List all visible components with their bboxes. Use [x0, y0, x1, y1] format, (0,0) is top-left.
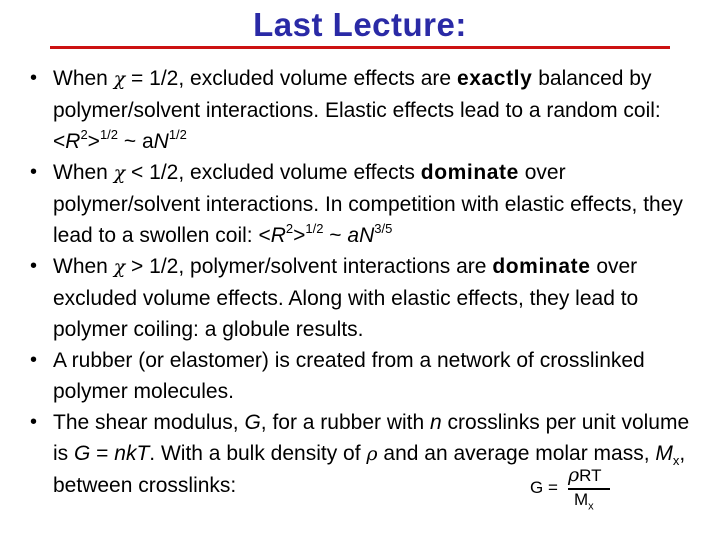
- text: over excluded volume effects. Along with elastic effects, they lead to polymer coiling: a globule results.: [53, 255, 639, 341]
- text: balanced by polymer/solvent interactions. Elastic effects lead to a random coil: <: [53, 67, 661, 153]
- emphasis-dominate: dominate: [420, 161, 519, 184]
- superscript: 1/2: [305, 221, 324, 236]
- bullet-dot: •: [30, 349, 38, 371]
- bullet-chi-equal: [0, 63, 720, 157]
- var-M: M: [655, 442, 673, 465]
- bullet-dot: •: [30, 161, 38, 183]
- chi-symbol: χ: [113, 256, 126, 278]
- text: > 1/2, polymer/solvent interactions are: [125, 255, 493, 278]
- text: When: [53, 255, 114, 278]
- bullet-list: [0, 63, 720, 501]
- rho-symbol: ρ: [366, 443, 378, 465]
- var-G: G: [74, 442, 91, 465]
- text: ~: [323, 224, 348, 247]
- superscript: 1/2: [99, 127, 119, 142]
- superscript: 1/2: [168, 127, 187, 142]
- emphasis-exactly: exactly: [456, 67, 533, 90]
- title-underline: [50, 46, 670, 49]
- formula-lhs: G =: [530, 478, 558, 497]
- formula-RT: RT: [579, 466, 602, 485]
- formula-numerator: [568, 464, 602, 486]
- text: The shear modulus,: [53, 411, 245, 434]
- text: >: [87, 130, 100, 153]
- bullet-dot: •: [30, 67, 38, 89]
- superscript: 3/5: [374, 221, 393, 236]
- var-nkT: nkT: [114, 442, 150, 465]
- text: crosslinks per unit volume is: [53, 411, 690, 465]
- text: =: [90, 442, 115, 465]
- text: over polymer/solvent interactions. In competition with elastic effects, they lead to a swollen coil: <: [53, 161, 683, 247]
- bullet-dot: •: [30, 255, 38, 277]
- superscript: 2: [285, 221, 294, 236]
- var-G: G: [244, 411, 261, 434]
- slide-title: Last Lecture:: [253, 6, 467, 43]
- text: = 1/2, excluded volume effects are: [125, 67, 457, 90]
- formula-M: M: [574, 490, 589, 509]
- bullet-chi-greater: [0, 251, 720, 345]
- text: < 1/2, excluded volume effects: [125, 161, 421, 184]
- rho-symbol: ρ: [568, 464, 580, 486]
- var-N: N: [153, 130, 169, 153]
- superscript: 2: [80, 127, 88, 142]
- bullet-chi-less: [0, 157, 720, 251]
- bullet-rubber: [0, 345, 720, 407]
- var-a: a: [347, 224, 360, 247]
- shear-modulus-formula: [530, 464, 630, 520]
- var-N: N: [359, 224, 375, 247]
- bullet-dot: •: [30, 411, 38, 433]
- text: . With a bulk density of: [149, 442, 367, 465]
- formula-denominator: [574, 490, 594, 513]
- text: ~: [118, 130, 142, 153]
- var-R: R: [270, 224, 286, 247]
- text: , for a rubber with: [260, 411, 431, 434]
- var-a: a: [141, 130, 154, 153]
- emphasis-dominate: dominate: [492, 255, 591, 278]
- var-R: R: [65, 130, 81, 153]
- subscript: x: [588, 500, 594, 513]
- text: and an average molar mass,: [377, 442, 656, 465]
- text: When: [53, 161, 114, 184]
- text: When: [53, 67, 114, 90]
- text: A rubber (or elastomer) is created from a network of crosslinked polymer molecules.: [53, 349, 645, 403]
- chi-symbol: χ: [113, 162, 126, 184]
- var-n: n: [430, 411, 442, 434]
- text: >: [293, 224, 306, 247]
- text: , between crosslinks:: [53, 442, 686, 497]
- chi-symbol: χ: [113, 68, 126, 90]
- subscript: x: [672, 453, 680, 469]
